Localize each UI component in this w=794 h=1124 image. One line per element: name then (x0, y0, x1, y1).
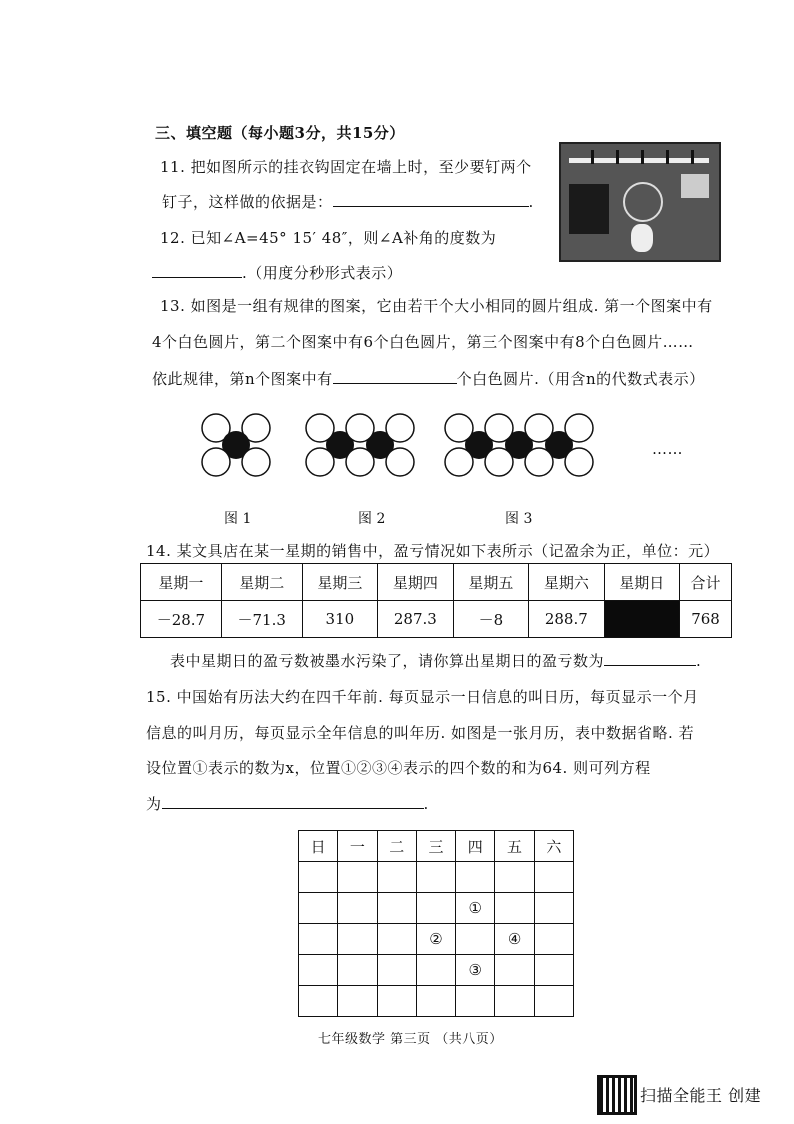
ink-stained-cell (604, 601, 679, 638)
table-cell: 287.3 (378, 601, 453, 638)
scanner-watermark: 扫描全能王 创建 (640, 1086, 762, 1105)
profit-table-value-row (141, 601, 732, 638)
q13-line2: 4个白色圆片，第二个图案中有6个白色圆片，第三个图案中有8个白色圆片…… (152, 333, 694, 351)
hook-icon (641, 150, 644, 164)
q15-line4-pre: 为 (146, 795, 162, 813)
q15-line1: 15. 中国始有历法大约在四千年前. 每页显示一日信息的叫日历，每页显示一个月 (146, 688, 699, 706)
calendar-cell (338, 924, 377, 955)
white-disc (386, 414, 414, 442)
calendar-cell: ③ (456, 955, 495, 986)
q11-line2 (162, 191, 534, 212)
section-title: 三、填空题（每小题3分，共15分） (155, 124, 405, 142)
white-disc (306, 414, 334, 442)
white-disc (445, 414, 473, 442)
q14-line2-post: . (696, 652, 702, 670)
calendar-header-cell: 二 (377, 831, 416, 862)
calendar-cell: ④ (495, 924, 534, 955)
table-header-cell: 星期六 (529, 564, 604, 601)
calendar-cell (495, 893, 534, 924)
table-header-cell: 星期一 (141, 564, 222, 601)
calendar-cell (377, 986, 416, 1017)
hook-icon (691, 150, 694, 164)
bag-icon (569, 184, 609, 234)
calendar-cell (534, 924, 573, 955)
calendar-cell (338, 986, 377, 1017)
calendar-cell (416, 893, 455, 924)
table-header-cell: 星期三 (302, 564, 377, 601)
figure-1-label: 图 1 (224, 511, 252, 527)
q12-line2-post: .（用度分秒形式表示） (242, 264, 403, 282)
q14-answer-blank[interactable] (604, 651, 696, 666)
calendar-cell (534, 893, 573, 924)
white-disc (485, 448, 513, 476)
white-disc (565, 448, 593, 476)
q15-line3: 设位置①表示的数为x，位置①②③④表示的四个数的和为64. 则可列方程 (146, 759, 651, 777)
hook-rail (569, 158, 709, 163)
calendar-cell (338, 893, 377, 924)
white-disc (565, 414, 593, 442)
q11-line1: 11. 把如图所示的挂衣钩固定在墙上时，至少要钉两个 (160, 158, 532, 176)
calendar-cell (495, 986, 534, 1017)
coat-hook-photo (559, 142, 721, 262)
calendar-cell (299, 924, 338, 955)
calendar-cell: ① (456, 893, 495, 924)
q12-answer-blank[interactable] (152, 263, 242, 278)
hook-icon (591, 150, 594, 164)
q11-line2-pre: 钉子，这样做的依据是： (162, 193, 333, 211)
hook-icon (666, 150, 669, 164)
figure-3-label: 图 3 (505, 511, 533, 527)
calendar-header-cell: 一 (338, 831, 377, 862)
profit-table (140, 563, 732, 638)
q11-answer-blank[interactable] (333, 192, 529, 207)
calendar-cell (299, 986, 338, 1017)
calendar-row (299, 893, 574, 924)
figure-2-label: 图 2 (358, 511, 386, 527)
calendar-header-row (299, 831, 574, 862)
calendar-cell (534, 862, 573, 893)
qr-code-icon (597, 1075, 637, 1115)
calendar-cell (377, 924, 416, 955)
small-bag-icon (681, 174, 709, 198)
white-disc (346, 448, 374, 476)
calendar-cell (377, 955, 416, 986)
q15-answer-blank[interactable] (162, 794, 424, 809)
white-disc (525, 448, 553, 476)
calendar-cell (299, 862, 338, 893)
q15-line4 (146, 793, 429, 814)
white-disc (386, 448, 414, 476)
q13-line3 (152, 368, 705, 389)
table-cell: 310 (302, 601, 377, 638)
calendar-header-cell: 五 (495, 831, 534, 862)
figure-1 (198, 410, 288, 480)
calendar-cell (495, 862, 534, 893)
calendar-cell (416, 955, 455, 986)
calendar-cell (338, 955, 377, 986)
calendar-cell (534, 986, 573, 1017)
calendar-cell (456, 924, 495, 955)
q13-answer-blank[interactable] (333, 369, 457, 384)
calendar-row (299, 862, 574, 893)
calendar-header-cell: 日 (299, 831, 338, 862)
calendar-cell: ② (416, 924, 455, 955)
table-cell: －71.3 (221, 601, 302, 638)
dreamcatcher-icon (623, 182, 663, 222)
table-header-cell: 星期二 (221, 564, 302, 601)
q13-line1: 13. 如图是一组有规律的图案，它由若干个大小相同的圆片组成. 第一个图案中有 (160, 297, 713, 315)
calendar-header-cell: 四 (456, 831, 495, 862)
calendar-cell (416, 862, 455, 893)
calendar-row (299, 986, 574, 1017)
calendar-cell (495, 955, 534, 986)
calendar-cell (377, 893, 416, 924)
table-cell: 288.7 (529, 601, 604, 638)
profit-table-header-row (141, 564, 732, 601)
calendar-cell (534, 955, 573, 986)
white-disc (445, 448, 473, 476)
q12-line1: 12. 已知∠A=45° 15′ 48″，则∠A补角的度数为 (160, 229, 497, 247)
table-header-cell: 星期五 (453, 564, 528, 601)
q13-line3-post: 个白色圆片.（用含n的代数式表示） (456, 370, 705, 388)
calendar-row (299, 924, 574, 955)
table-header-cell: 星期日 (604, 564, 679, 601)
hook-icon (616, 150, 619, 164)
table-cell: 768 (680, 601, 732, 638)
q11-line2-post: . (528, 193, 534, 211)
calendar-table (298, 830, 574, 1017)
calendar-cell (456, 862, 495, 893)
pattern-ellipsis: …… (652, 440, 683, 458)
calendar-row (299, 955, 574, 986)
q15-line4-post: . (423, 795, 429, 813)
q14-line2-pre: 表中星期日的盈亏数被墨水污染了，请你算出星期日的盈亏数为 (170, 652, 605, 670)
white-disc (202, 448, 230, 476)
calendar-cell (299, 955, 338, 986)
feather-icon (631, 224, 653, 252)
white-disc (306, 448, 334, 476)
q14-line1: 14. 某文具店在某一星期的销售中，盈亏情况如下表所示（记盈余为正，单位：元） (146, 542, 720, 560)
q12-line2 (152, 262, 402, 283)
q14-line2 (170, 650, 701, 671)
calendar-header-cell: 六 (534, 831, 573, 862)
calendar-header-cell: 三 (416, 831, 455, 862)
table-cell: －8 (453, 601, 528, 638)
table-cell: －28.7 (141, 601, 222, 638)
white-disc (485, 414, 513, 442)
q13-line3-pre: 依此规律，第n个图案中有 (152, 370, 333, 388)
white-disc (346, 414, 374, 442)
calendar-cell (377, 862, 416, 893)
table-header-cell: 星期四 (378, 564, 453, 601)
calendar-cell (416, 986, 455, 1017)
white-disc (525, 414, 553, 442)
calendar-cell (456, 986, 495, 1017)
page-footer: 七年级数学 第三页 （共八页） (318, 1032, 503, 1047)
figure-2 (302, 410, 427, 480)
calendar-cell (338, 862, 377, 893)
q15-line2: 信息的叫月历，每页显示全年信息的叫年历. 如图是一张月历，表中数据省略. 若 (146, 724, 695, 742)
calendar-cell (299, 893, 338, 924)
white-disc (242, 448, 270, 476)
table-header-cell: 合计 (680, 564, 732, 601)
figure-3 (441, 410, 606, 480)
